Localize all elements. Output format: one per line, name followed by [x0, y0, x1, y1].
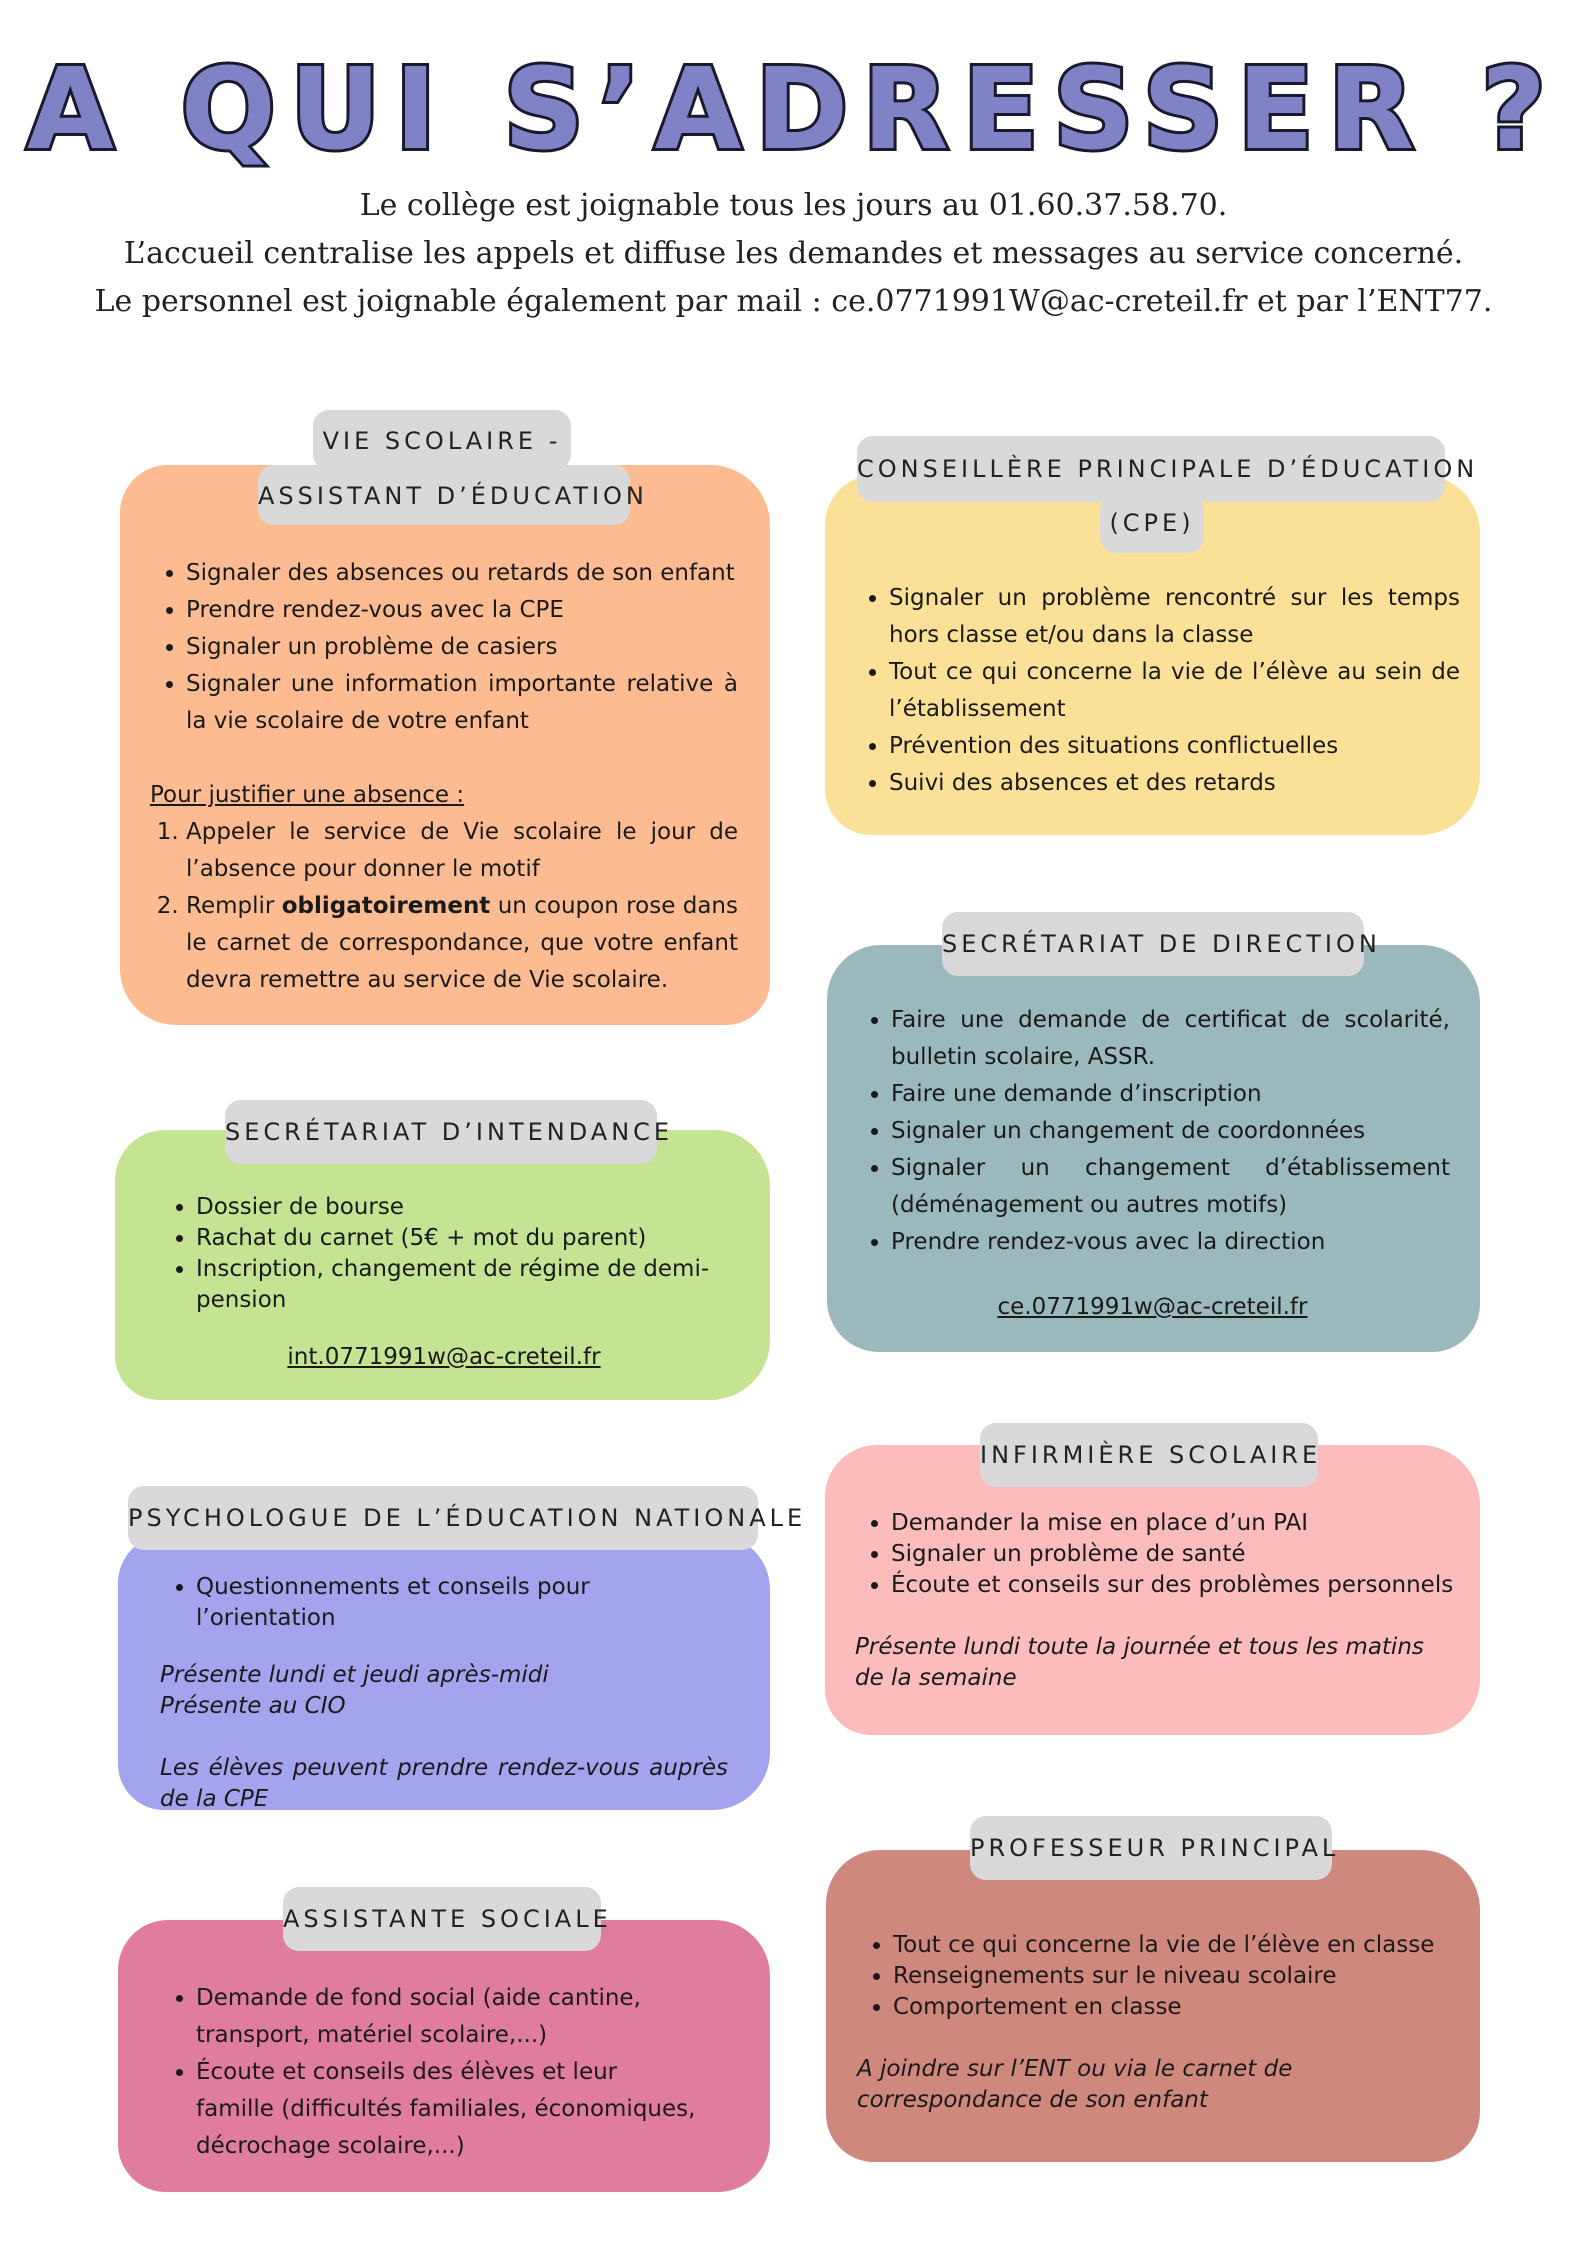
list-item: • Signaler un problème rencontré sur les temps hors classe et/ou dans la classe: [889, 580, 1460, 654]
list-item: • Tout ce qui concerne la vie de l’élève au sein de l’établissement: [889, 654, 1460, 728]
tab-label: VIE SCOLAIRE -: [322, 427, 562, 455]
list-item: • Prévention des situations conflictuelles: [889, 728, 1460, 765]
list-item: • Suivi des absences et des retards: [889, 765, 1460, 802]
list-item: • Rachat du carnet (5€ + mot du parent): [196, 1223, 728, 1254]
psychologue-note: Présente au CIO: [160, 1693, 346, 1719]
list-item: 1. Appeler le service de Vie scolaire le jour de l’absence pour donner le motif: [186, 814, 738, 888]
step-text: un coupon rose dans le carnet de correspondance, que votre enfant devra remettre au service de Vie scolaire.: [186, 893, 738, 993]
tab-label: ASSISTANT D’ÉDUCATION: [258, 482, 648, 510]
tab-assistante-sociale: [283, 1887, 612, 1951]
tab-label: SECRÉTARIAT DE DIRECTION: [942, 930, 1381, 958]
list-item: • Faire une demande de certificat de scolarité, bulletin scolaire, ASSR.: [891, 1002, 1450, 1076]
direction-email-link[interactable]: ce.0771991w@ac-creteil.fr: [997, 1294, 1308, 1320]
infirmiere-note: Présente lundi toute la journée et tous les matins de la semaine: [855, 1634, 1424, 1691]
cpe-content: [853, 580, 1460, 802]
vie-scolaire-content: [150, 555, 738, 999]
tab-intendance: [225, 1100, 674, 1164]
tab-professeur-principal: [970, 1816, 1340, 1880]
infirmiere-content: [855, 1508, 1455, 1694]
intro-line: Le personnel est joignable également par mail : ce.0771991W@ac-creteil.fr et par l’ENT77.: [94, 284, 1493, 319]
tab-psychologue: [128, 1486, 807, 1550]
tab-vie-scolaire-line2: [258, 465, 648, 525]
intendance-content: [160, 1192, 728, 1373]
tab-cpe-line1: [857, 436, 1479, 502]
list-item: • Renseignements sur le niveau scolaire: [893, 1961, 1457, 1992]
list-item: • Signaler un problème de casiers: [186, 629, 738, 666]
tab-vie-scolaire-line1: [313, 410, 571, 470]
psychologue-content: [160, 1572, 728, 1815]
secretariat-direction-content: [855, 1002, 1450, 1326]
intro-text: [0, 182, 1587, 326]
list-item: [186, 888, 738, 999]
professeur-principal-note: A joindre sur l’ENT ou via le carnet de correspondance de son enfant: [857, 2056, 1293, 2113]
assistante-sociale-content: [160, 1980, 700, 2165]
list-item: • Signaler un changement d’établissement (déménagement ou autres motifs): [891, 1150, 1450, 1224]
professeur-principal-content: [857, 1930, 1457, 2116]
page-title: A QUI S’ADRESSER ?: [26, 45, 1561, 175]
intendance-email-link[interactable]: int.0771991w@ac-creteil.fr: [287, 1344, 601, 1370]
justify-heading: Pour justifier une absence :: [150, 782, 465, 808]
step-text: Remplir: [186, 893, 282, 919]
tab-label: INFIRMIÈRE SCOLAIRE: [980, 1441, 1322, 1469]
tab-label: PSYCHOLOGUE DE L’ÉDUCATION NATIONALE: [128, 1504, 807, 1532]
tab-label: CONSEILLÈRE PRINCIPALE D’ÉDUCATION: [857, 455, 1479, 483]
tab-label: (CPE): [1109, 509, 1195, 537]
list-item: • Questionnements et conseils pour l’orientation: [196, 1572, 728, 1634]
tab-label: ASSISTANTE SOCIALE: [283, 1905, 612, 1933]
list-item: • Signaler un problème de santé: [891, 1539, 1455, 1570]
list-item: • Dossier de bourse: [196, 1192, 728, 1223]
list-item: • Demander la mise en place d’un PAI: [891, 1508, 1455, 1539]
list-item: • Prendre rendez-vous avec la CPE: [186, 592, 738, 629]
intro-line: L’accueil centralise les appels et diffuse les demandes et messages au service concerné.: [123, 236, 1464, 271]
step-bold-text: obligatoirement: [281, 893, 491, 919]
list-item: • Signaler des absences ou retards de son enfant: [186, 555, 738, 592]
list-item: • Faire une demande d’inscription: [891, 1076, 1450, 1113]
tab-cpe-line2: [1100, 495, 1204, 553]
intro-line: Le collège est joignable tous les jours au 01.60.37.58.70.: [359, 188, 1228, 223]
list-item: • Comportement en classe: [893, 1992, 1457, 2023]
psychologue-note: Les élèves peuvent prendre rendez-vous auprès de la CPE: [160, 1755, 728, 1812]
list-item: • Signaler une information importante relative à la vie scolaire de votre enfant: [186, 666, 738, 740]
list-item: • Écoute et conseils des élèves et leur famille (difficultés familiales, économiques, décrochage scolaire,...): [196, 2054, 700, 2165]
tab-infirmiere: [980, 1423, 1322, 1487]
list-item: • Écoute et conseils sur des problèmes personnels: [891, 1570, 1455, 1601]
list-item: • Tout ce qui concerne la vie de l’élève en classe: [893, 1930, 1457, 1961]
list-item: • Inscription, changement de régime de demi-pension: [196, 1254, 728, 1316]
psychologue-note: Présente lundi et jeudi après-midi: [160, 1662, 549, 1688]
tab-label: PROFESSEUR PRINCIPAL: [970, 1834, 1340, 1862]
list-item: • Signaler un changement de coordonnées: [891, 1113, 1450, 1150]
tab-secretariat-direction: [942, 912, 1381, 976]
list-item: • Prendre rendez-vous avec la direction: [891, 1224, 1450, 1261]
list-item: • Demande de fond social (aide cantine, transport, matériel scolaire,...): [196, 1980, 700, 2054]
tab-label: SECRÉTARIAT D’INTENDANCE: [225, 1118, 674, 1146]
